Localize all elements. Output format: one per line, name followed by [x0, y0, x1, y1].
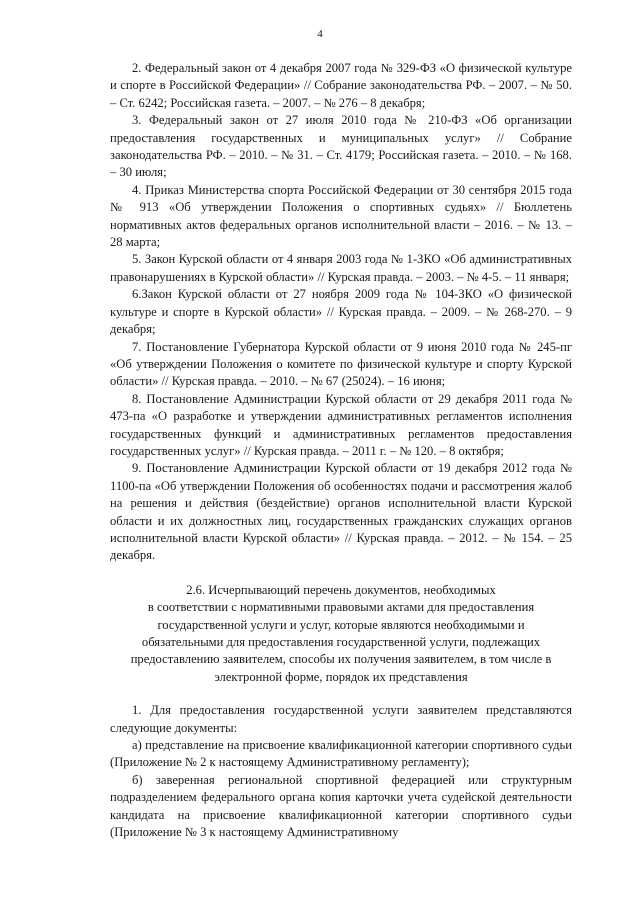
list-item: 7. Постановление Губернатора Курской области от 9 июня 2010 года № 245-пг «Об утверждении Положения о комитете по физической культуре и спорту Курской области» // Курская правда. – 2010. – № 67 (25024). – 16 июня; — [110, 339, 572, 389]
list-item: 9. Постановление Администрации Курской области от 19 декабря 2012 года № 1100-па «Об утверждении Положения об особенностях подачи и рассмотрения жалоб на решения и действия (бездействие) органов исполнительной власти Курской области и их должностных лиц, государственных гражданских служащих органов исполнительной власти Курской области» // Курская правда. – 2012. – № 154. – 25 декабря. — [110, 461, 572, 563]
section-title-line: обязательными для предоставления государственной услуги, подлежащих — [141, 635, 541, 649]
section-title-line: электронной форме, порядок их представления — [214, 669, 468, 684]
document-body — [110, 60, 572, 841]
body-paragraph: б) заверенная региональной спортивной федерацией или структурным подразделением федерального органа копия карточки учета судейской деятельности кандидата на присвоение квалификационной категории спортивного судьи (Приложение № 3 к настоящему Административному — [110, 772, 572, 840]
section-title-line: 2.6. Исчерпывающий перечень документов, необходимых — [186, 582, 496, 597]
body-paragraph: 1. Для предоставления государственной услуги заявителем представляются следующие документы: — [110, 703, 572, 735]
section-title-line: государственной услуги и услуг, которые являются необходимыми и — [157, 617, 525, 632]
list-item: 4. Приказ Министерства спорта Российской Федерации от 30 сентября 2015 года № 913 «Об утверждении Положения о спортивных судьях» // Бюллетень нормативных актов федеральных органов исполнительной власти – 2016. – № 13. – 28 марта; — [110, 182, 572, 250]
section-title-line: в соответствии с нормативными правовыми актами для предоставления — [147, 600, 535, 615]
list-item: 3. Федеральный закон от 27 июля 2010 года № 210-ФЗ «Об организации предоставления государственных и муниципальных услуг» // Собрание законодательства РФ. – 2010. – № 31. – Ст. 4179; Российская газета. – 2010. – № 168. – 30 июля; — [110, 113, 572, 180]
list-item: 6.Закон Курской области от 27 ноября 2009 года № 104-ЗКО «О физической культуре и спорте в Курской области» // Курская правда. – 2009. – № 268-270. – 9 декабря; — [110, 287, 572, 337]
list-item: 5. Закон Курской области от 4 января 2003 года № 1-ЗКО «Об административных правонарушениях в Курской области» // Курская правда. – 2003. – № 4-5. – 11 января; — [110, 252, 572, 284]
list-item: 2. Федеральный закон от 4 декабря 2007 года № 329-ФЗ «О физической культуре и спорте в Российской Федерации» // Собрание законодательства РФ. – 2007. – № 50. – Ст. 6242; Российская газета. – 2007. – № 276 – 8 декабря; — [110, 61, 572, 110]
page-number: 4 — [317, 28, 323, 40]
list-item: 8. Постановление Администрации Курской области от 29 декабря 2011 года № 473-па «О разработке и утверждении административных регламентов исполнения государственных функций и административных регламентов предоставления государственных услуг» // Курская правда. – 2011 г. – № 120. – 8 октября; — [110, 391, 572, 458]
section-title — [110, 582, 572, 686]
section-title-line: предоставлению заявителем, способы их получения заявителем, в том числе в — [130, 652, 552, 667]
body-paragraph: а) представление на присвоение квалификационной категории спортивного судьи (Приложение № 2 к настоящему Административному регламенту); — [110, 738, 572, 770]
